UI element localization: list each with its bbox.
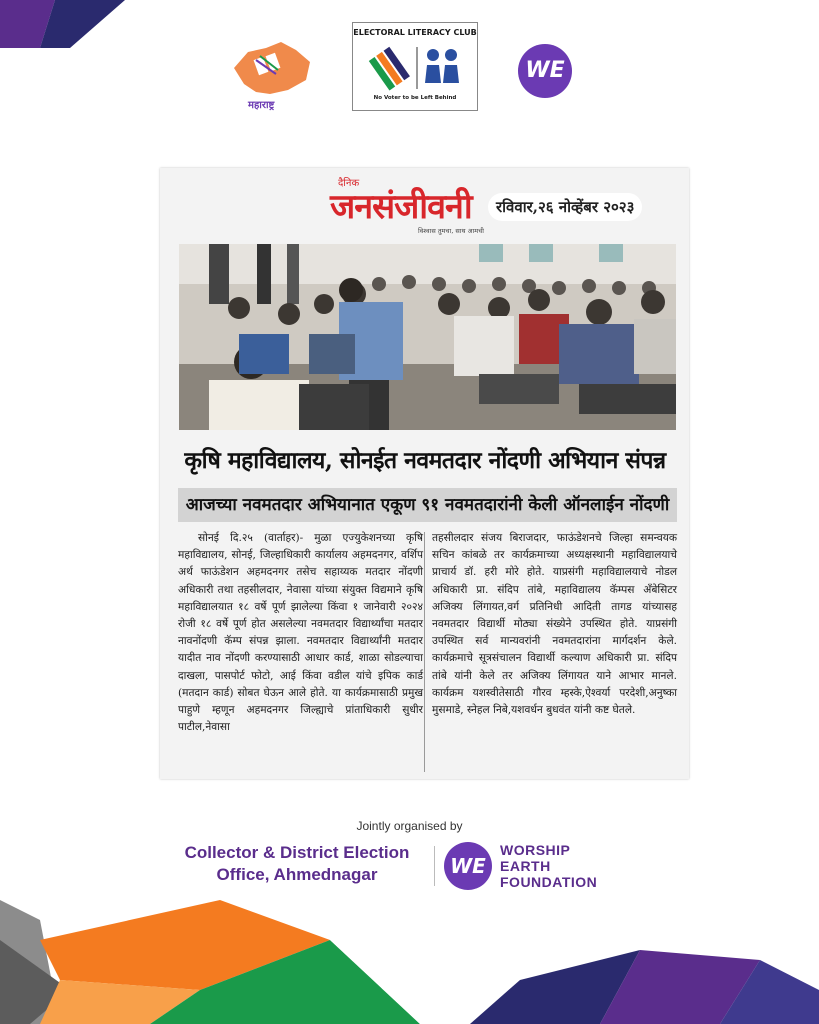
jointly-organised-label: Jointly organised by [356,819,463,833]
article-column-1: सोनई दि.२५ (वार्ताहर)- मुळा एज्युकेशनच्या कृषि महाविद्यालय, सोनई, जिल्हाधिकारी कार्यालय अहमदनगर, वर्शिप अर्थ फाऊंडेशन अहमदनगर तसेच सहाय्यक मतदार नोंदणी अधिकारी तथा तहसीलदार, नेवासा यांच्या संयुक्त विद्यमाने कृषि महाविद्यालयात १८ वर्षे पूर्ण झालेल्या किंवा १ जानेवारी २०२४ रोजी १८ वर्षे पूर्ण होत असलेल्या नवमतदार विद्यार्थ्यांचा मतदार नावनोंदणी कॅम्प संपन्न झाला. नवमतदार विद्यार्थ्यांनी मतदार यादीत नाव नोंदणी करण्यासाठी आधार कार्ड, शाळा सोडल्याचा दाखला, पासपोर्ट फोटो, आई किंवा वडील यांचे इपिक कार्ड (मतदान कार्ड) सोबत घेऊन आले होते. या कार्यक्रमासाठी प्रमुख पाहुणे म्हणून अहमदनगर जिल्ह्याचे प्रांताधिकारी सुधीर पाटील,नेवासा [178,532,423,734]
article-subheadline: आजच्या नवमतदार अभियानात एकूण ९१ नवमतदारांनी केली ऑनलाईन नोंदणी [178,488,677,522]
article-column-2: तहसीलदार संजय बिराजदार, फाऊंडेशनचे जिल्हा समन्वयक सचिन कांबळे तर कार्यक्रमाच्या अध्यक्षस्थानी महाविद्यालयाचे प्राचार्य डॉ. हरी मोरे होते. याप्रसंगी महाविद्यालयाचे नोडल अधिकारी प्रा. संदिप तांबे, महाविद्यालय कॅम्पस अँबेसिटर अजिक्य लिंगायत,वर्ग प्रतिनिधी आदिती तागड यांच्यासह नवमतदार विद्यार्थी मोठ्या संख्येने उपस्थित होते. याप्रसंगी उपस्थित सर्व मान्यवरांनी नवमतदारांना मार्गदर्शन केले. कार्यक्रमाचे सूत्रसंचालन विद्यार्थी कल्याण अधिकारी प्रा. संदिप तांबे यांनी केले तर अजिक्य लिंगायत याने आभार मानले. कार्यक्रम यशस्वीतेसाठी गौरव म्हस्के,ऐश्वर्या परदेशी,अनुष्का मुसमाडे, स्नेहल निबे,यशवर्धन बुधवंत यांनी कष्ट घेतले. [432,532,677,717]
foundation-line-2: EARTH [500,858,551,874]
corner-decoration-top-left [0,0,130,60]
foundation-line-1: WORSHIP [500,842,571,858]
maharashtra-label: महाराष्ट्र [248,100,275,111]
masthead-prefix: दैनिक [338,178,360,189]
collector-line-1: Collector & District Election [184,843,410,862]
elc-title: ELECTORAL LITERACY CLUB [353,28,477,37]
bottom-decoration [0,880,819,1024]
elc-emblem-icon [367,43,467,93]
worship-earth-logo-top: WE [518,44,572,98]
maharashtra-logo [226,38,316,112]
collector-line-2: Office, Ahmednagar [216,865,378,884]
foundation-line-3: FOUNDATION [500,874,598,890]
article-headline: कृषि महाविद्यालय, सोनईत नवमतदार नोंदणी अभियान संपन्न [184,447,666,474]
classroom-photo [179,244,676,430]
newspaper-masthead: जनसंजीवनी [330,187,472,227]
column-divider [424,532,425,772]
elc-tagline: No Voter to be Left Behind [373,95,457,101]
electoral-literacy-club-logo [352,22,478,111]
worship-earth-logo-bottom: WE [444,842,492,890]
newspaper-date: रविवार,२६ नोव्हेंबर २०२३ [488,193,642,221]
masthead-tagline: विश्वास तुमचा, साथ आमची [418,227,484,235]
